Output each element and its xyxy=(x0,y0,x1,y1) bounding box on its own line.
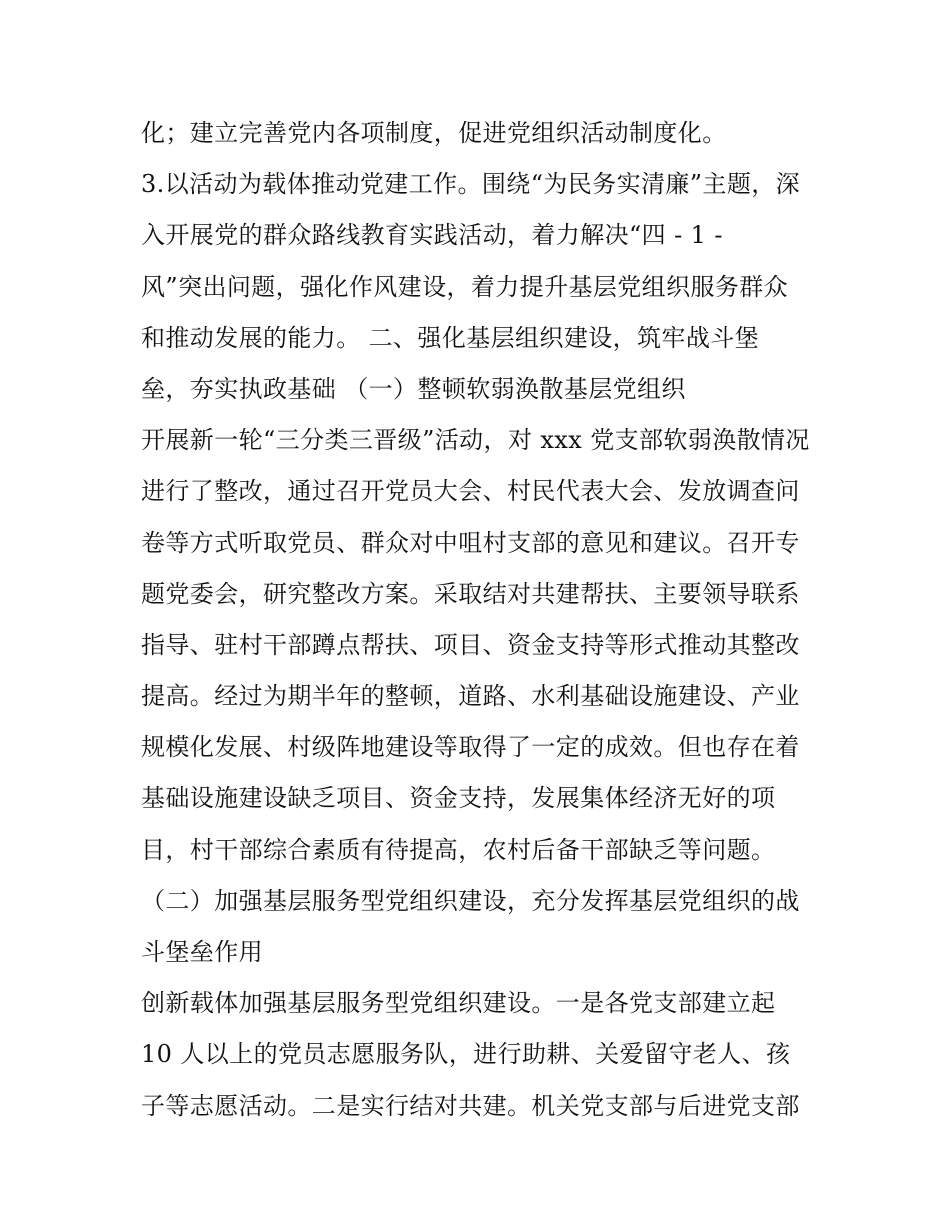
text-line-6: 垒，夯实执政基础 （一）整顿软弱涣散基层党组织 xyxy=(141,374,686,403)
text-line-3: 入开展党的群众路线教育实践活动，着力解决“四 - 1 - xyxy=(141,221,723,250)
text-line-17: 斗堡垒作用 xyxy=(141,938,263,966)
text-line-12: 提高。经过为期半年的整顿，道路、水利基础设施建设、产业 xyxy=(141,682,800,711)
text-line-7: 开展新一轮“三分类三晋级”活动，对 xxx 党支部软弱涣散情况 xyxy=(141,426,810,455)
text-line-19: 10 人以上的党员志愿服务队，进行助耕、关爱留守老人、孩 xyxy=(141,1040,791,1069)
text-line-18: 创新载体加强基层服务型党组织建设。一是各党支部建立起 xyxy=(141,989,776,1018)
text-line-11: 指导、驻村干部蹲点帮扶、项目、资金支持等形式推动其整改 xyxy=(141,630,800,659)
text-line-5: 和推动发展的能力。 二、强化基层组织建设，筑牢战斗堡 xyxy=(141,323,760,352)
text-line-9: 卷等方式听取党员、群众对中咀村支部的意见和建议。召开专 xyxy=(141,528,800,557)
text-line-10: 题党委会，研究整改方案。采取结对共建帮扶、主要领导联系 xyxy=(141,579,800,608)
text-line-13: 规模化发展、村级阵地建设等取得了一定的成效。但也存在着 xyxy=(141,733,800,762)
text-line-4: 风”突出问题，强化作风建设，着力提升基层党组织服务群众 xyxy=(141,272,789,301)
text-line-15: 目，村干部综合素质有待提高，农村后备干部缺乏等问题。 xyxy=(141,835,776,864)
text-line-16: （二）加强基层服务型党组织建设，充分发挥基层党组织的战 xyxy=(141,886,800,915)
text-line-8: 进行了整改，通过召开党员大会、村民代表大会、发放调查问 xyxy=(141,477,800,506)
text-line-14: 基础设施建设缺乏项目、资金支持，发展集体经济无好的项 xyxy=(141,784,776,813)
text-line-20: 子等志愿活动。二是实行结对共建。机关党支部与后进党支部 xyxy=(141,1091,800,1120)
text-line-2: 3.以活动为载体推动党建工作。围绕“为民务实清廉”主题，深 xyxy=(141,170,801,199)
text-line-1: 化；建立完善党内各项制度，促进党组织活动制度化。 xyxy=(141,119,727,147)
document-body xyxy=(141,108,821,1132)
